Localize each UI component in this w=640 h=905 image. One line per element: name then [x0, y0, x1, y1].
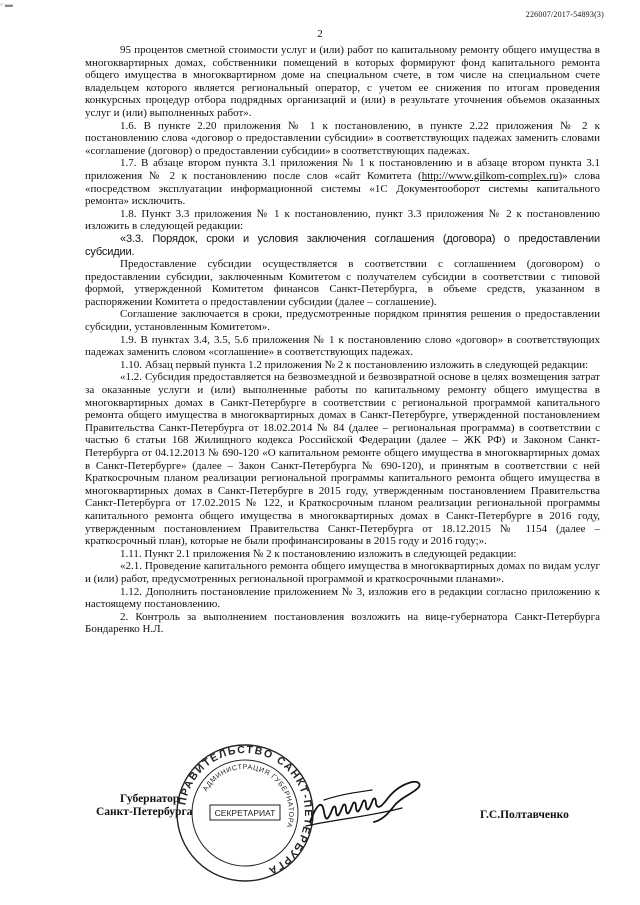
- paragraph-2-control: 2. Контроль за выполнением постановления возложить на вице-губернатора Санкт-Петербурга Бондаренко Н.Л.: [85, 610, 600, 636]
- paragraph-intro: 95 процентов сметной стоимости услуг и (или) работ по капитальному ремонту общего имущества в многоквартирных домах, собственники помещений в которых формируют фонд капитального ремонта общего имущества в многоквартирном доме на специальном счете, в том числе на специальном счете владельцем которого является региональный оператор, с учетом ее снижения по итогам проведения конкурсных процедур отбора подрядных организаций и (или) в результате уточнения объемов оказанных услуг и (или) выполненных работ».: [85, 44, 600, 119]
- document-body: [85, 44, 600, 636]
- paragraph-2-1: «2.1. Проведение капитального ремонта общего имущества в многоквартирных домах по видам услуг и (или) работ, предусмотренных региональной программой и краткосрочными планами».: [85, 560, 600, 585]
- paragraph-1-9: 1.9. В пунктах 3.4, 3.5, 5.6 приложения № 1 к постановлению слово «договор» в соответствующих падежах заменить словом «соглашение» в соответствующих падежах.: [85, 333, 600, 359]
- paragraph-3-3-body: Предоставление субсидии осуществляется в соответствии с соглашением (договором) о предоставлении субсидии, заключенным Комитетом с получателем субсидии в соответствии с типовой формой, утвержденной Комитетом финансов Санкт-Петербурга, в объеме средств, указанном в распоряжении Комитета о предоставлении субсидии (далее – соглашение).: [85, 258, 600, 308]
- committee-site-link[interactable]: http://www.gilkom-complex.ru: [421, 169, 559, 182]
- signatory-title-line1: Губернатор: [120, 793, 180, 805]
- signatory-name: Г.С.Полтавченко: [480, 809, 569, 821]
- paragraph-1-11: 1.11. Пункт 2.1 приложения № 2 к постановлению изложить в следующей редакции:: [120, 547, 517, 560]
- seal-inner-text: АДМИНИСТРАЦИЯ ГУБЕРНАТОРА: [202, 763, 295, 829]
- paragraph-1-7-text-a: 1.7. В абзаце втором пункта 3.1 приложения № 1 к постановлению и в абзаце втором пункта 3.1 приложения № 2 к постановлению после слов «сайт Комитета (: [85, 157, 600, 182]
- paragraph-1-12: 1.12. Дополнить постановление приложением № 3, изложив его в редакции согласно приложению к настоящему постановлению.: [85, 585, 600, 611]
- paragraph-1-8: 1.8. Пункт 3.3 приложения № 1 к постановлению, пункт 3.3 приложения № 2 к постановлению изложить в следующей редакции:: [85, 207, 600, 233]
- handwritten-signature: [302, 776, 434, 836]
- page-number: 2: [317, 28, 323, 40]
- paragraph-1-10: 1.10. Абзац первый пункта 1.2 приложения № 2 к постановлению изложить в следующей редакции:: [120, 358, 589, 371]
- paragraph-1-6: 1.6. В пункте 2.20 приложения № 1 к постановлению, в пункте 2.22 приложения № 2 к постановлению слова «договор о предоставлении субсидии» в соответствующих падежах заменить словами «соглашение (договор) о предоставлении субсидии» в соответствующих падежах.: [85, 119, 600, 157]
- official-seal: [174, 742, 316, 884]
- paragraph-1-2-subsidy: «1.2. Субсидия предоставляется на безвозмездной и безвозвратной основе в целях возмещения затрат за оказанные услуги и (или) выполненные работы по капитальному ремонту общего имущества в многоквартирных домах в Санкт-Петербурге в соответствии с региональной программой капитального ремонта общего имущества в многоквартирных домах в Санкт-Петербурге, утвержденной постановлением Правительства Санкт-Петербурга от 18.02.2014 № 84 (далее – региональная программа) в соответствии с частью 6 статьи 168 Жилищного кодекса Российской Федерации (далее – ЖК РФ) и Законом Санкт-Петербурга от 04.12.2013 № 690-120 «О капитальном ремонте общего имущества в многоквартирных домах в Санкт-Петербурге» (далее – Закон Санкт-Петербурга № 690-120), и принятым в соответствии с ней Краткосрочным планом реализации региональной программы капитального ремонта общего имущества в многоквартирных домах в Санкт-Петербурге в 2015 году, утвержденным постановлением Правительства Санкт-Петербурга от 17.02.2015 № 122, и Краткосрочным планом реализации региональной программы капитального ремонта общего имущества в многоквартирных домах в Санкт-Петербурге в 2016 году, утвержденным постановлением Правительства Санкт-Петербурга от 18.12.2015 № 1154 (далее – краткосрочный план), которые не были профинансированы в 2015 году и 2016 году;».: [85, 371, 600, 548]
- seal-center-text: СЕКРЕТАРИАТ: [214, 808, 276, 818]
- paragraph-1-7-text-b: )» слова «посредством эксплуатации информационной системы «1С Документооборот системы капитального ремонта» исключить.: [85, 169, 600, 208]
- scan-corner-mark: ▫ ▬: [0, 0, 13, 9]
- paragraph-1-7: [85, 157, 600, 207]
- signatory-title-line2: Санкт-Петербурга: [96, 806, 193, 818]
- paragraph-3-3-heading: «3.3. Порядок, сроки и условия заключения соглашения (договора) о предоставлении субсидии.: [85, 232, 600, 258]
- seal-outer-text: ПРАВИТЕЛЬСТВО САНКТ-ПЕТЕРБУРГА: [176, 743, 315, 878]
- paragraph-3-3-terms: Соглашение заключается в сроки, предусмотренные порядком принятия решения о предоставлении субсидии, установленным Комитетом».: [85, 308, 600, 334]
- document-number: 226007/2017-54893(3): [525, 10, 604, 19]
